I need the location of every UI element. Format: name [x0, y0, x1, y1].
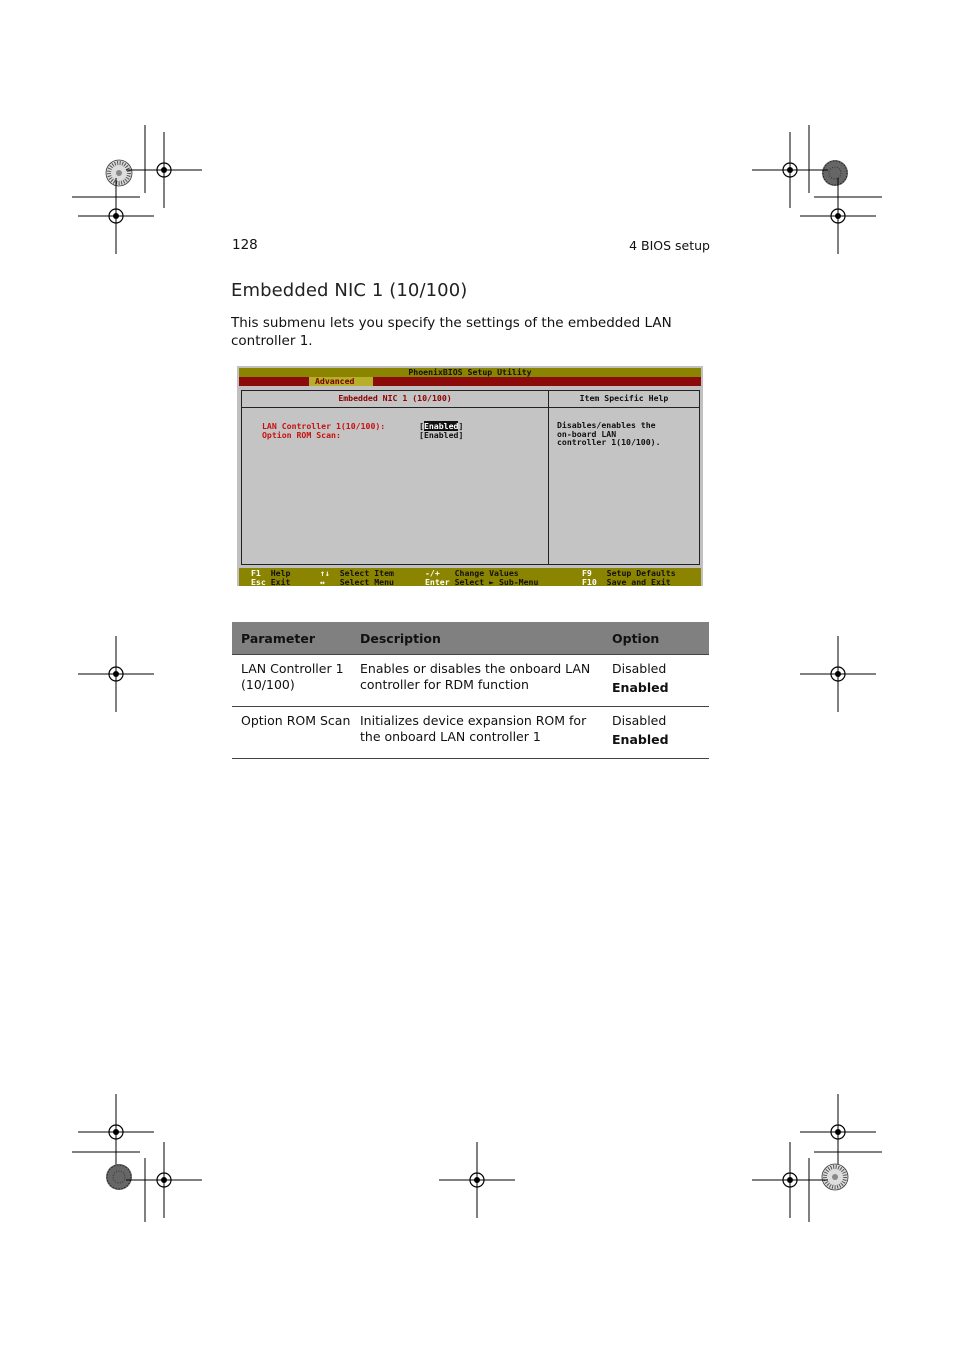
table-cell-parameter: LAN Controller 1 (10/100)	[232, 655, 351, 707]
table-header-description: Description	[351, 622, 603, 655]
table-header-parameter: Parameter	[232, 622, 351, 655]
bios-settings-panel	[241, 390, 549, 565]
parameter-table	[232, 622, 709, 759]
option-default-value: Enabled	[612, 732, 669, 747]
table-header-row	[232, 622, 709, 655]
table-row	[232, 707, 709, 759]
bios-panel-title: Embedded NIC 1 (10/100)	[242, 391, 548, 408]
bios-key-enter: Enter Select ► Sub-Menu	[425, 576, 539, 587]
bios-key-esc: Esc Exit	[251, 576, 291, 587]
bios-item-option-rom-value: [Enabled]	[419, 430, 464, 440]
bios-item-lan-controller-label: LAN Controller 1(10/100):	[262, 421, 386, 431]
bios-help-title: Item Specific Help	[549, 391, 699, 408]
bios-menubar	[239, 377, 701, 386]
bios-key-updown: ↑↓ Select Item	[320, 568, 394, 578]
option-value: Disabled	[612, 661, 667, 676]
table-row	[232, 655, 709, 707]
page-number: 128	[232, 237, 258, 253]
option-value: Disabled	[612, 713, 667, 728]
intro-paragraph: This submenu lets you specify the settings of the embedded LAN controller 1.	[231, 315, 672, 349]
table-header-option: Option	[603, 622, 709, 655]
bios-item-option-rom-label: Option ROM Scan:	[262, 430, 341, 440]
section-title: Embedded NIC 1 (10/100)	[231, 280, 468, 301]
running-head: 4 BIOS setup	[629, 238, 710, 253]
bios-help-panel	[548, 390, 700, 565]
table-cell-option	[603, 655, 709, 707]
table-cell-description: Enables or disables the onboard LAN controller for RDM function	[351, 655, 603, 707]
bios-key-legend	[239, 568, 701, 586]
bios-menu-advanced: Advanced	[309, 377, 373, 386]
table-cell-option	[603, 707, 709, 759]
bios-key-leftright: ↔ Select Menu	[320, 576, 394, 587]
bios-key-f1: F1 Help	[251, 568, 291, 578]
bios-help-text: Disables/enables the on-board LAN controller 1(10/100).	[557, 420, 661, 447]
bios-key-f9: F9 Setup Defaults	[582, 568, 676, 578]
option-default-value: Enabled	[612, 680, 669, 695]
bios-key-plusminus: -/+ Change Values	[425, 568, 519, 578]
bios-key-f10: F10 Save and Exit	[582, 576, 671, 587]
bios-screenshot	[237, 366, 703, 586]
table-cell-description: Initializes device expansion ROM for the onboard LAN controller 1	[351, 707, 603, 759]
bios-title: PhoenixBIOS Setup Utility	[239, 368, 701, 377]
table-cell-parameter: Option ROM Scan	[232, 707, 351, 759]
bios-item-lan-controller-value: [Enabled]	[419, 421, 464, 431]
